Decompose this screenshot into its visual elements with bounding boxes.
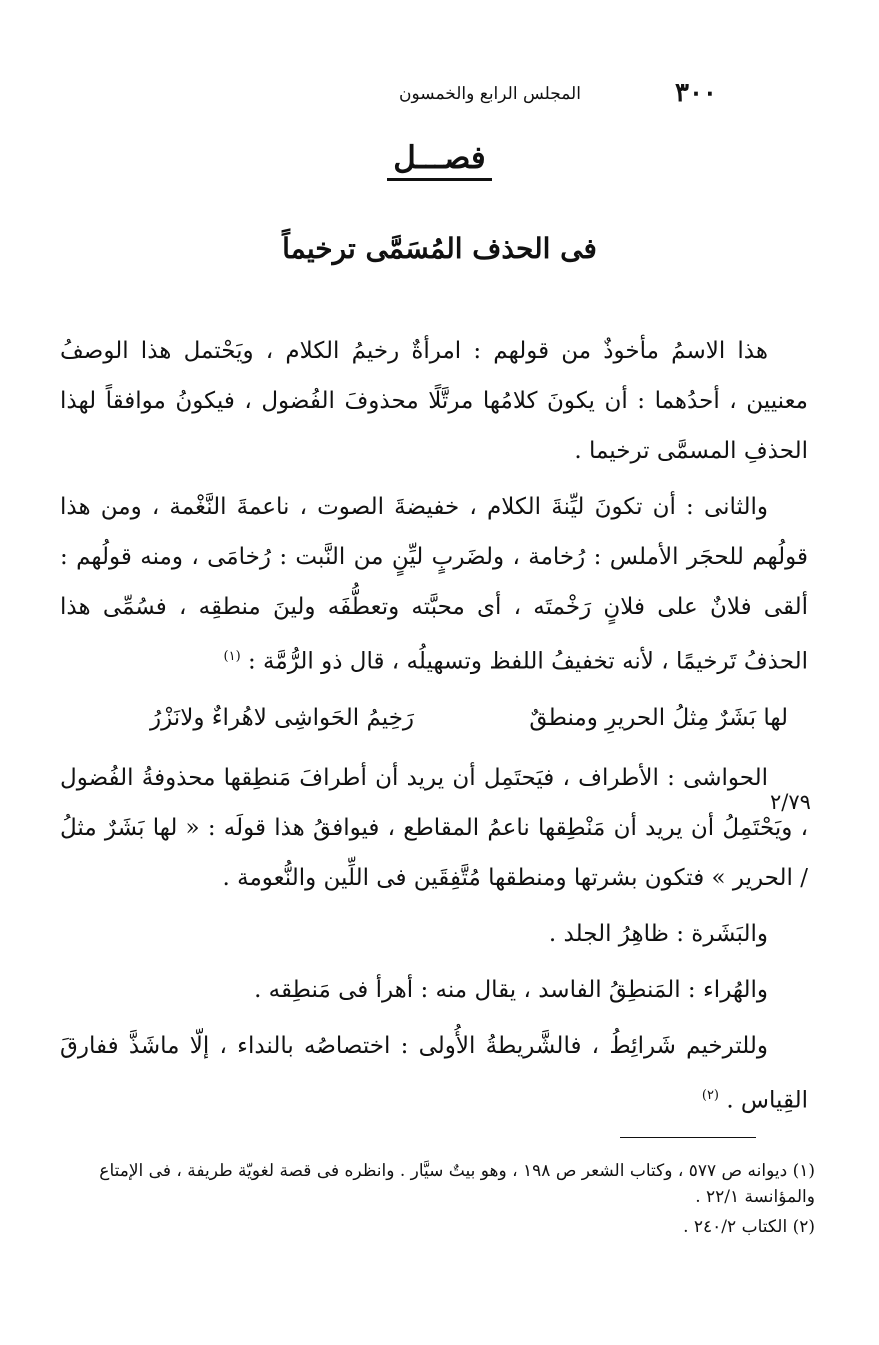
verse-second-hemistich: رَخِيمُ الحَواشِى لاهُراءٌ ولانَزْرُ <box>150 704 415 731</box>
footnote-divider <box>620 1137 756 1138</box>
footnote-mark-1: (١) <box>223 649 241 664</box>
footnote-2: (٢) الكتاب ٢٤٠/٢ . <box>683 1217 815 1237</box>
footnote-1: (١) ديوانه ص ٥٧٧ ، وكتاب الشعر ص ١٩٨ ، وهو بيتٌ سيَّار . وانظره فى قصة لغويّة طريفة ، فى الإمتاع والمؤانسة ٢٢/١ . <box>99 1161 815 1207</box>
footnote-mark-2: (٢) <box>701 1087 719 1103</box>
subsection-title: فى الحذف المُسَمَّى ترخيماً <box>282 232 597 265</box>
margin-reference: ٢/٧٩ <box>770 790 811 814</box>
poetry-verse <box>60 693 808 743</box>
paragraph-4: والبَشَرة : ظاهِرُ الجلد . <box>548 920 768 947</box>
footnotes <box>60 1158 815 1244</box>
paragraph-6 <box>60 1021 808 1126</box>
running-title: المجلس الرابع والخمسون <box>399 84 581 104</box>
section-title <box>0 140 879 181</box>
body-text <box>60 326 808 1131</box>
paragraph-2 <box>60 482 808 687</box>
page-number: ٣٠٠ <box>675 78 717 108</box>
verse-first-hemistich: لها بَشَرٌ مِثلُ الحريرِ ومنطقٌ <box>529 704 788 731</box>
paragraph-6-text: وللترخيم شَرائِطُ ، فالشَّريطةُ الأُولى : اختصاصُه بالنداء ، إلّا ماشَذَّ ففارقَ القِياس . <box>60 1032 808 1114</box>
paragraph-3 <box>60 753 808 903</box>
paragraph-2-text: والثانى : أن تكونَ ليِّنةَ الكلام ، خفيضةَ الصوت ، ناعمةَ النَّغْمة ، ومن هذا قولُهم للحجَر الأملس : رُخامة ، ولضَربٍ ليِّنٍ من النَّبت : رُخامَى ، ومنه قولُهم : ألقى فلانٌ على فلانٍ رَخْمتَه ، أى محبَّته وتعطُّفَه ولينَ منطقِه ، فسُمِّى هذا الحذفُ تَرخيمًا ، لأنه تخفيفُ اللفظ وتسهيلُه ، قال ذو الرُّمَّة : <box>60 494 808 675</box>
paragraph-1: هذا الاسمُ مأخوذٌ من قولهم : امرأةٌ رخيمُ الكلام ، ويَحْتمل هذا الوصفُ معنيين ، أحدُهما : أن يكونَ كلامُها مرتَّلًا محذوفَ الفُضول ، فيكونُ موافقاً لهذا الحذفِ المسمَّى ترخيما . <box>60 338 808 464</box>
paragraph-3-text: الحواشى : الأطراف ، فيَحتَمِل أن يريد أن أطرافَ مَنطِقها محذوفةُ الفُضول ، ويَحْتَمِلُ أن يريد أن مَنْطِقها ناعمُ المقاطع ، فيوافقُ هذا قولَه : « لها بَشَرٌ مثلُ / الحرير » فتكون بشرتها ومنطقها مُتَّفِقَين فى اللِّين والنُّعومة . <box>60 764 808 891</box>
page-header <box>60 78 819 118</box>
section-title-text: فصـــل <box>387 140 491 181</box>
paragraph-5: والهُراء : المَنطِقُ الفاسد ، يقال منه : أهرأ فى مَنطِقه . <box>254 976 768 1003</box>
